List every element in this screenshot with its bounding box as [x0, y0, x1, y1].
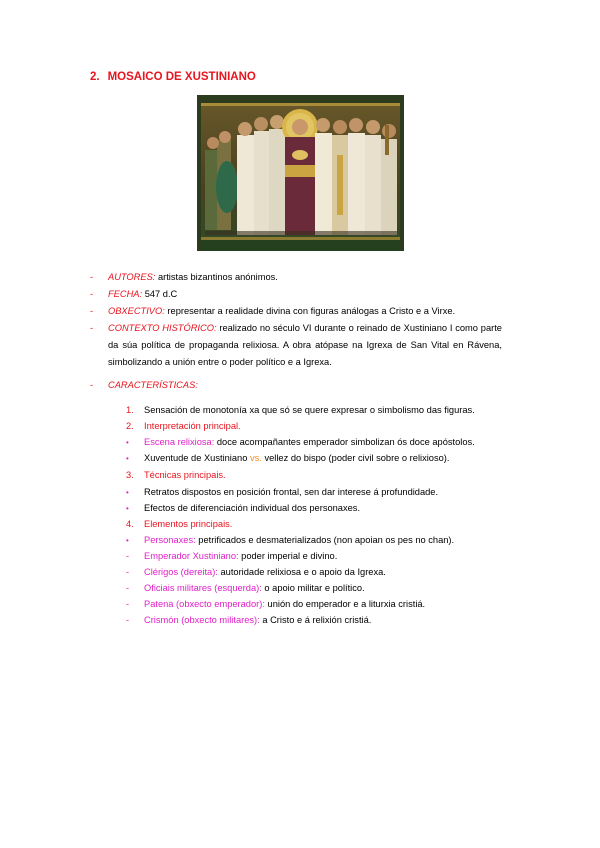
list-item	[126, 434, 475, 451]
list-marker: •	[126, 536, 129, 545]
mosaic-illustration	[197, 95, 404, 251]
info-obxectivo	[90, 303, 502, 320]
section-title	[90, 71, 256, 83]
contexto-label: CONTEXTO HISTÓRICO:	[108, 323, 217, 333]
list-label: Crismón (obxecto militares):	[144, 615, 260, 625]
list-item	[126, 516, 232, 532]
list-text-b: vellez do bispo (poder civil sobre o relixioso).	[264, 453, 450, 463]
list-marker: -	[126, 599, 130, 609]
list-item	[126, 402, 475, 418]
list-item	[126, 532, 454, 549]
list-item	[126, 467, 226, 483]
info-autores	[90, 269, 502, 286]
list-text: Efectos de diferenciación individual dos personaxes.	[144, 503, 361, 513]
versus-text: vs.	[249, 453, 262, 463]
fecha-label: FECHA:	[108, 289, 143, 299]
obxectivo-text: representar a realidade divina con figuras análogas a Cristo e a Virxe.	[167, 306, 456, 316]
info-contexto	[90, 320, 502, 371]
list-heading: Técnicas principais.	[144, 470, 226, 480]
list-label: Emperador Xustiniano:	[144, 551, 239, 561]
list-marker: 1.	[126, 405, 134, 415]
list-marker: •	[126, 454, 129, 463]
list-text-a: Xuventude de Xustiniano	[144, 453, 248, 463]
list-marker: -	[126, 615, 130, 625]
list-text: Retratos dispostos en posición frontal, sen dar interese á profundidade.	[144, 487, 439, 497]
info-fecha	[90, 286, 502, 303]
list-item	[126, 548, 337, 564]
list-item	[126, 418, 241, 434]
info-caracteristicas	[90, 377, 502, 394]
list-item	[126, 580, 365, 596]
list-heading: Elementos principais.	[144, 519, 233, 529]
fecha-text: 547 d.C	[144, 289, 178, 299]
bullet-dash: -	[90, 272, 94, 282]
list-marker: -	[126, 551, 130, 561]
list-text: petrificados e desmaterializados (non apoian os pes no chan).	[198, 535, 455, 545]
bullet-dash: -	[90, 306, 94, 316]
list-text: o apoio militar e político.	[264, 583, 365, 593]
obxectivo-label: OBXECTIVO:	[108, 306, 165, 316]
section-title-text: MOSAICO DE XUSTINIANO	[107, 71, 256, 83]
list-label: Clérigos (dereita):	[144, 567, 218, 577]
list-label: Patena (obxecto emperador):	[144, 599, 265, 609]
list-marker: 2.	[126, 421, 134, 431]
list-marker: -	[126, 583, 130, 593]
list-item	[126, 564, 386, 580]
section-number: 2.	[90, 71, 100, 83]
bullet-dash: -	[90, 289, 94, 299]
list-item	[126, 596, 425, 612]
list-marker: •	[126, 438, 129, 447]
list-text: doce acompañantes emperador simbolizan ós doce apóstolos.	[216, 437, 475, 447]
list-text: poder imperial e divino.	[241, 551, 338, 561]
list-label: Personaxes:	[144, 535, 196, 545]
justinian-mosaic-image	[197, 95, 404, 251]
list-label: Oficiais militares (esquerda):	[144, 583, 262, 593]
list-marker: -	[126, 567, 130, 577]
list-label: Escena relixiosa:	[144, 437, 215, 447]
list-heading: Interpretación principal.	[144, 421, 241, 431]
bullet-dash: -	[90, 380, 94, 390]
list-text: autoridade relixiosa e o apoio da Igrexa.	[220, 567, 386, 577]
list-item	[126, 500, 360, 517]
autores-label: AUTORES:	[108, 272, 156, 282]
list-marker: •	[126, 488, 129, 497]
caracteristicas-label: CARACTERÍSTICAS:	[108, 380, 198, 390]
list-text: unión do emperador e a liturxia cristiá.	[267, 599, 426, 609]
bullet-dash: -	[90, 323, 94, 333]
list-marker: •	[126, 504, 129, 513]
list-item	[126, 450, 449, 467]
list-text: a Cristo e á relixión cristiá.	[262, 615, 372, 625]
list-item	[126, 612, 371, 628]
contexto-text: realizado no século VI durante o reinado de Xustiniano I como parte da súa política de propaganda relixiosa. A obra atópase na Igrexa de San Vital en Rávena, simbolizando a unión entre o poder político e a Igrexa.	[108, 323, 502, 367]
list-text: Sensación de monotonía xa que só se quere expresar o simbolismo das figuras.	[144, 405, 475, 415]
list-marker: 4.	[126, 519, 134, 529]
list-marker: 3.	[126, 470, 134, 480]
autores-text: artistas bizantinos anónimos.	[157, 272, 278, 282]
list-item	[126, 484, 438, 501]
